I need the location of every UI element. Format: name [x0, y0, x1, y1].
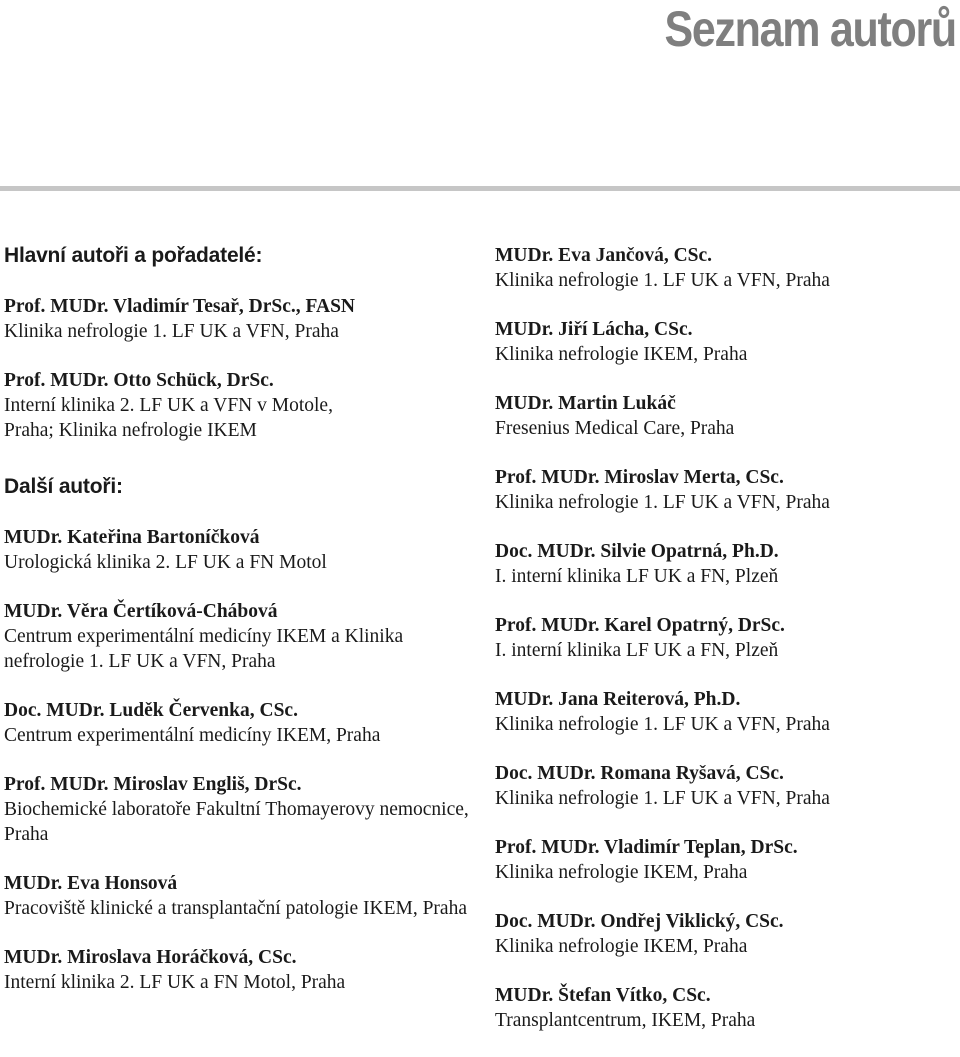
author-entry [4, 599, 474, 674]
author-entry [495, 465, 955, 515]
header-divider [0, 186, 960, 191]
author-entry [495, 687, 955, 737]
author-name: Doc. MUDr. Luděk Červenka, CSc. [4, 700, 298, 721]
author-entry [495, 835, 955, 885]
author-affiliation: Klinika nefrologie 1. LF UK a VFN, Praha [495, 714, 830, 735]
author-name: MUDr. Martin Lukáč [495, 393, 676, 414]
author-name: Doc. MUDr. Romana Ryšavá, CSc. [495, 763, 784, 784]
author-affiliation: Klinika nefrologie 1. LF UK a VFN, Praha [4, 321, 339, 342]
author-entry [4, 368, 474, 443]
author-entry [495, 761, 955, 811]
author-name: Prof. MUDr. Miroslav Engliš, DrSc. [4, 774, 302, 795]
author-entry [4, 525, 474, 575]
author-entry [495, 909, 955, 959]
author-name: Prof. MUDr. Vladimír Teplan, DrSc. [495, 837, 798, 858]
author-name: MUDr. Eva Jančová, CSc. [495, 245, 713, 266]
author-entry [495, 317, 955, 367]
author-entry [4, 294, 474, 344]
author-affiliation: Klinika nefrologie IKEM, Praha [495, 344, 748, 365]
author-name: MUDr. Jana Reiterová, Ph.D. [495, 689, 741, 710]
author-affiliation: Pracoviště klinické a transplantační patologie IKEM, Praha [4, 898, 467, 919]
author-affiliation: I. interní klinika LF UK a FN, Plzeň [495, 640, 779, 661]
author-affiliation: Centrum experimentální medicíny IKEM, Praha [4, 725, 381, 746]
author-entry [495, 391, 955, 441]
author-name: MUDr. Věra Čertíková-Chábová [4, 601, 278, 622]
author-affiliation: Biochemické laboratoře Fakultní Thomayerovy nemocnice, Praha [4, 799, 469, 845]
author-affiliation: Interní klinika 2. LF UK a VFN v Motole, Praha; Klinika nefrologie IKEM [4, 395, 333, 441]
author-entry [495, 983, 955, 1033]
author-affiliation: Centrum experimentální medicíny IKEM a Klinika nefrologie 1. LF UK a VFN, Praha [4, 626, 404, 672]
left-column [4, 242, 474, 1019]
author-name: Prof. MUDr. Miroslav Merta, CSc. [495, 467, 784, 488]
other-authors-heading: Další autoři: [4, 475, 123, 498]
author-affiliation: Fresenius Medical Care, Praha [495, 418, 735, 439]
author-affiliation: Klinika nefrologie 1. LF UK a VFN, Praha [495, 492, 830, 513]
page-title: Seznam autorů [664, 1, 956, 57]
author-affiliation: Urologická klinika 2. LF UK a FN Motol [4, 552, 327, 573]
author-affiliation: Interní klinika 2. LF UK a FN Motol, Praha [4, 972, 346, 993]
author-name: MUDr. Eva Honsová [4, 873, 178, 894]
author-entry [495, 243, 955, 293]
author-name: MUDr. Miroslava Horáčková, CSc. [4, 947, 297, 968]
author-entry [495, 539, 955, 589]
author-affiliation: Klinika nefrologie 1. LF UK a VFN, Praha [495, 788, 830, 809]
author-name: Prof. MUDr. Otto Schück, DrSc. [4, 370, 274, 391]
author-entry [495, 613, 955, 663]
author-entry [4, 871, 474, 921]
author-name: Prof. MUDr. Karel Opatrný, DrSc. [495, 615, 785, 636]
author-affiliation: Klinika nefrologie IKEM, Praha [495, 862, 748, 883]
right-column [495, 243, 955, 1057]
author-name: MUDr. Jiří Lácha, CSc. [495, 319, 693, 340]
author-name: MUDr. Štefan Vítko, CSc. [495, 985, 711, 1006]
author-name: Doc. MUDr. Silvie Opatrná, Ph.D. [495, 541, 779, 562]
author-entry [4, 772, 474, 847]
author-affiliation: I. interní klinika LF UK a FN, Plzeň [495, 566, 779, 587]
author-entry [4, 698, 474, 748]
main-authors-heading: Hlavní autoři a pořadatelé: [4, 244, 263, 267]
author-affiliation: Klinika nefrologie IKEM, Praha [495, 936, 748, 957]
author-name: MUDr. Kateřina Bartoníčková [4, 527, 260, 548]
author-affiliation: Transplantcentrum, IKEM, Praha [495, 1010, 756, 1031]
author-name: Prof. MUDr. Vladimír Tesař, DrSc., FASN [4, 296, 355, 317]
author-entry [4, 945, 474, 995]
author-affiliation: Klinika nefrologie 1. LF UK a VFN, Praha [495, 270, 830, 291]
author-name: Doc. MUDr. Ondřej Viklický, CSc. [495, 911, 784, 932]
